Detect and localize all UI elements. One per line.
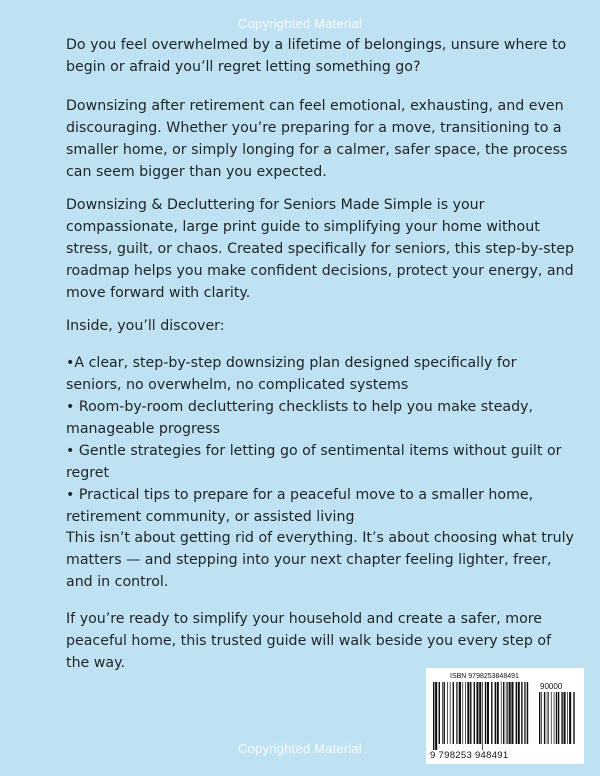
barcode-bar bbox=[518, 682, 520, 744]
barcode-bar bbox=[485, 682, 486, 744]
paragraph-inside: Inside, you’ll discover: bbox=[66, 318, 225, 334]
barcode-bar bbox=[524, 682, 525, 744]
barcode-bar bbox=[564, 692, 566, 744]
paragraph-downsizing: Downsizing after retirement can feel emotional, exhausting, and even discouraging. Whether you’re preparing for a move, transitioning to a smaller home, or simply longing for a calmer, safer space, the process can seem bigger than you expected. bbox=[66, 98, 568, 180]
barcode-bar bbox=[439, 682, 440, 744]
barcode-bar bbox=[561, 692, 562, 744]
barcode-bar bbox=[521, 682, 522, 744]
barcode-bar bbox=[465, 682, 466, 744]
barcode-bar bbox=[491, 682, 492, 744]
barcode-bar bbox=[433, 682, 434, 750]
barcode-bar bbox=[497, 682, 499, 744]
barcode-bar bbox=[569, 692, 571, 744]
barcode-bar bbox=[458, 682, 459, 744]
barcode-bar bbox=[474, 682, 475, 744]
barcode-bar bbox=[541, 692, 542, 744]
barcode-bar bbox=[470, 682, 471, 744]
barcode-bar bbox=[539, 692, 540, 744]
barcode-bar bbox=[554, 692, 555, 744]
price-code: 90000 bbox=[540, 682, 563, 691]
barcode-bar bbox=[476, 682, 478, 744]
barcode-bar bbox=[444, 682, 445, 744]
list-item: •A clear, step-by-step downsizing plan designed specifically for seniors, no overwhelm, no complicated systems bbox=[66, 355, 517, 393]
barcode-bar bbox=[467, 682, 469, 744]
barcode-bar bbox=[556, 692, 557, 744]
list-item: • Room-by-room decluttering checklists to help you make steady, manageable progress bbox=[66, 399, 534, 437]
copyright-watermark-top: Copyrighted Material bbox=[238, 16, 362, 31]
barcode-bar bbox=[551, 692, 552, 744]
barcode-bar bbox=[447, 682, 448, 744]
feature-list bbox=[66, 352, 576, 528]
barcode-bar bbox=[544, 692, 545, 744]
barcode-bar bbox=[453, 682, 454, 744]
barcode-bar bbox=[495, 682, 496, 744]
barcode-bar bbox=[567, 692, 568, 744]
barcode-bar bbox=[511, 682, 513, 744]
copyright-watermark-bottom: Copyrighted Material bbox=[238, 741, 362, 756]
barcode-bar bbox=[442, 682, 443, 744]
barcode-bar bbox=[435, 682, 437, 750]
barcode-bar bbox=[558, 692, 559, 744]
barcode-bar bbox=[547, 692, 548, 744]
barcode-bar bbox=[450, 682, 451, 744]
barcode-bar bbox=[507, 682, 508, 744]
barcode-bar bbox=[487, 682, 489, 744]
isbn-label: ISBN 9798253848491 bbox=[450, 673, 519, 680]
barcode-bar bbox=[525, 682, 526, 744]
barcode-bar bbox=[548, 692, 549, 744]
barcode-bar bbox=[527, 682, 528, 744]
paragraph-not-about-everything: This isn’t about getting rid of everything. It’s about choosing what truly matters — and stepping into your next chapter feeling lighter, freer, and in control. bbox=[66, 530, 574, 590]
barcode-bar bbox=[516, 682, 517, 744]
ean-digits: 9 798253 948491 bbox=[430, 750, 509, 761]
barcode-bar bbox=[482, 682, 483, 750]
list-item: • Gentle strategies for letting go of sentimental items without guilt or regret bbox=[66, 443, 562, 481]
barcode-bar bbox=[459, 682, 461, 744]
barcode-bar bbox=[462, 682, 463, 744]
list-item: • Practical tips to prepare for a peaceful move to a smaller home, retirement community, or assisted living bbox=[66, 487, 534, 525]
intro-question: Do you feel overwhelmed by a lifetime of belongings, unsure where to begin or afraid you’ll regret letting something go? bbox=[66, 37, 567, 75]
barcode-bar bbox=[509, 682, 511, 744]
barcode-bar bbox=[503, 682, 504, 744]
barcode-bar bbox=[573, 692, 574, 744]
barcode-bar bbox=[506, 682, 507, 744]
barcode-bar bbox=[456, 682, 457, 744]
paragraph-book-summary: Downsizing & Decluttering for Seniors Made Simple is your compassionate, large print guide to simplifying your home without stress, guilt, or chaos. Created specifically for seniors, this step-by-step roadmap helps you make confident decisions, protect your energy, and move forward with clarity. bbox=[66, 197, 574, 301]
ean-bars bbox=[432, 682, 532, 750]
barcode-bar bbox=[479, 682, 481, 744]
barcode-bar bbox=[501, 682, 502, 744]
paragraph-closing: If you’re ready to simplify your household and create a safer, more peaceful home, this trusted guide will walk beside you every step of the way. bbox=[66, 611, 552, 671]
